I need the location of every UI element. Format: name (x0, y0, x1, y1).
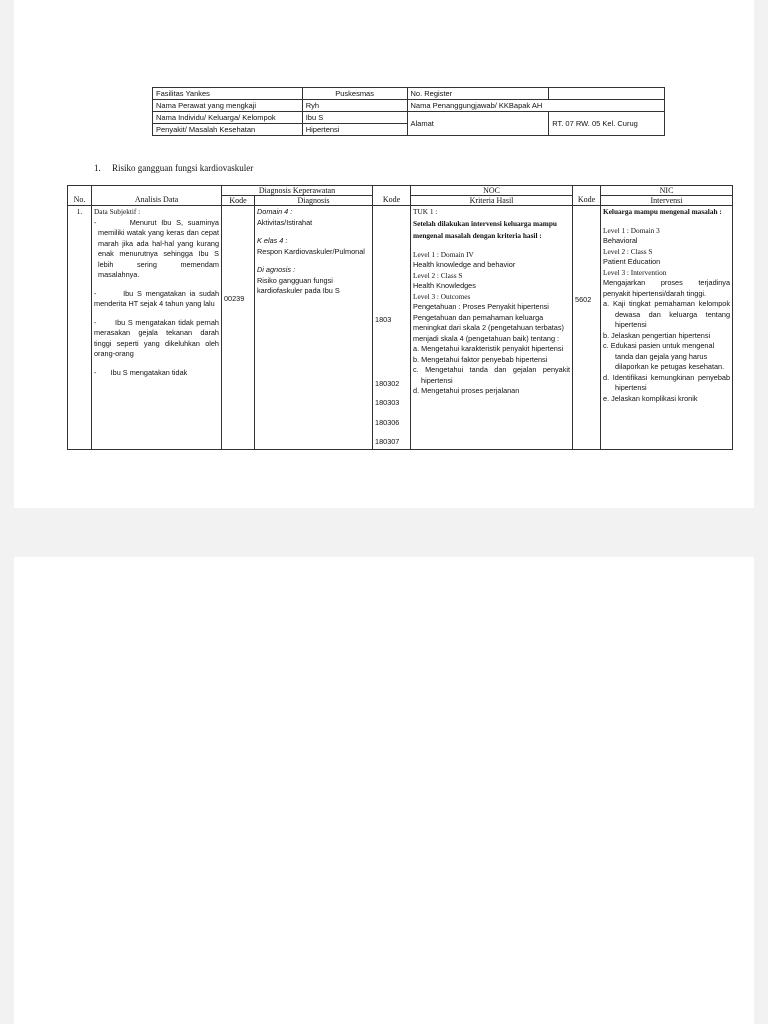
perawat-value: Ryh (302, 100, 407, 112)
analisis-cell (92, 206, 222, 450)
analisis-item-1 (94, 218, 219, 281)
nic-level-2: Level 2 : Class S (603, 246, 653, 256)
noc-pemahaman: Pengetahuan dan pemahaman keluarga meningkat dari skala 2 (pengetahuan terbatas) menjadi skala 4 (pengetahuan baik) tentang : (413, 312, 564, 343)
kelas-value: Respon Kardiovaskuler/Pulmonal (257, 246, 365, 256)
diag-kode-cell: 00239 (222, 206, 255, 450)
bullet: - (94, 288, 97, 298)
nic-level-1: Level 1 : Domain 3 (603, 225, 660, 235)
analisis-text-3: Ibu S mengatakan tidak pernah merasakan gejala tekanan darah tinggi seperti yang dikeluhkan oleh orang-orang (94, 317, 219, 358)
bullet: - (94, 217, 97, 227)
nic-item-a: a. Kaji tingkat pemahaman kelompok dewasa dan keluarga tentang hipertensi (603, 299, 731, 329)
noc-level-2: Level 2 : Class S (413, 270, 463, 280)
row-number: 1. (68, 206, 92, 450)
analisis-item-4 (94, 368, 219, 379)
bullet: - (94, 317, 97, 327)
perawat-label: Nama Perawat yang mengkaji (153, 100, 303, 112)
kriteria-cell (411, 206, 573, 450)
penyakit-value: Hipertensi (302, 124, 407, 136)
alamat-label: Alamat (407, 112, 549, 136)
alamat-value: RT. 07 RW. 05 Kel. Curug (549, 112, 665, 136)
noc-kode-4: 180306 (375, 417, 400, 427)
register-value (549, 88, 665, 100)
penanggung-cell (407, 100, 664, 112)
individu-label: Nama Individu/ Keluarga/ Kelompok (153, 112, 303, 124)
col-diagnosis-group: Diagnosis Keperawatan (222, 186, 373, 196)
nic-item-e: e. Jelaskan komplikasi kronik (603, 393, 698, 403)
section-title: Risiko gangguan fungsi kardiovaskuler (112, 163, 254, 173)
nic-level-2-value: Patient Education (603, 257, 661, 266)
noc-level-1-value: Health knowledge and behavior (413, 260, 516, 269)
analisis-text-4: Ibu S mengatakan tidak (110, 367, 188, 377)
col-noc-kode: Kode (373, 186, 411, 206)
individu-value: Ibu S (302, 112, 407, 124)
penanggung-value: AH (531, 101, 543, 110)
nic-item-c: c. Edukasi pasien untuk mengenal tanda dan gejala yang harus dilaporkan ke petugas kesehatan. (603, 341, 725, 371)
noc-item-c: c. Mengetahui tanda dan gejalan penyakit hipertensi (413, 365, 571, 385)
document-page-2 (14, 557, 754, 1024)
fasilitas-label: Fasilitas Yankes (153, 88, 303, 100)
nic-level-1-value: Behavioral (603, 236, 638, 245)
care-plan-table (67, 185, 733, 450)
kriteria-intro: Setelah dilakukan intervensi keluarga mampu mengenal masalah dengan kriteria hasil : (413, 218, 557, 240)
analisis-item-3 (94, 318, 219, 360)
col-nic-kode: Kode (573, 186, 601, 206)
document-page-1 (14, 0, 754, 508)
analisis-item-2 (94, 289, 219, 310)
diag-value: Risiko gangguan fungsi kardiofaskuler pada Ibu S (257, 275, 340, 295)
tuk-label: TUK 1 : (413, 207, 438, 216)
col-intervensi: Intervensi (601, 196, 733, 206)
nic-item-d: d. Identifikasi kemungkinan penyebab hipertensi (603, 372, 731, 392)
domain-label: Domain 4 : (257, 207, 293, 216)
penyakit-label: Penyakit/ Masalah Kesehatan (153, 124, 303, 136)
noc-kode-2: 180302 (375, 378, 400, 388)
noc-kode-3: 180303 (375, 398, 400, 407)
noc-kode-5: 180307 (375, 437, 400, 446)
section-number: 1. (94, 163, 101, 173)
nic-level-3-value: Mengajarkan proses terjadinya penyakit hipertensi/darah tinggi. (603, 278, 731, 298)
noc-kode-1: 1803 (375, 315, 392, 324)
bullet: - (94, 367, 97, 377)
register-label: No. Register (407, 88, 549, 100)
analisis-title: Data Subjektif : (94, 207, 141, 216)
analisis-text-1: Menurut Ibu S, suaminya memiliki watak yang keras dan cepat marah jika ada hal-hal yang kurang enak menurutnya sehingga Ibu S lebih sering memendam masalahnya. (98, 217, 219, 279)
analisis-text-2: Ibu S mengatakan ia sudah menderita HT sejak 4 tahun yang lalu (94, 288, 220, 308)
penanggung-label: Nama Penanggungjawab/ KKBapak (410, 101, 531, 110)
nic-intro: Keluarga mampu mengenal masalah : (603, 207, 722, 216)
noc-item-a: a. Mengetahui karakteristik penyakit hipertensi (413, 344, 564, 353)
col-noc-group: NOC (411, 186, 573, 196)
noc-item-b: b. Mengetahui faktor penyebab hipertensi (413, 354, 548, 364)
col-kriteria: Kriteria Hasil (411, 196, 573, 206)
nic-item-b: b. Jelaskan pengertian hipertensi (603, 330, 711, 340)
col-analisis: Analisis Data (92, 186, 222, 206)
noc-pengetahuan: Pengetahuan : Proses Penyakit hipertensi (413, 302, 549, 311)
section-heading (94, 163, 253, 173)
nic-kode-cell: 5602 (573, 206, 601, 450)
identity-table (152, 87, 665, 136)
nic-level-3: Level 3 : Intervention (603, 267, 667, 277)
noc-level-1: Level 1 : Domain IV (413, 249, 474, 259)
col-diagnosis: Diagnosis (255, 196, 373, 206)
diagnosis-cell (255, 206, 373, 450)
noc-kode-cell (373, 206, 411, 450)
col-no: No. (68, 186, 92, 206)
noc-level-3: Level 3 : Outcomes (413, 291, 471, 301)
col-diag-kode: Kode (222, 196, 255, 206)
noc-level-2-value: Health Knowledges (413, 281, 476, 290)
noc-item-d: d. Mengetahui proses perjalanan (413, 386, 520, 395)
domain-value: Aktivitas/Istirahat (257, 217, 313, 227)
fasilitas-value: Puskesmas (302, 88, 407, 100)
col-nic-group: NIC (601, 186, 733, 196)
intervensi-cell (601, 206, 733, 450)
diag-label: Di agnosis : (257, 265, 296, 274)
table-row (68, 206, 733, 450)
kelas-label: K elas 4 : (257, 236, 288, 245)
